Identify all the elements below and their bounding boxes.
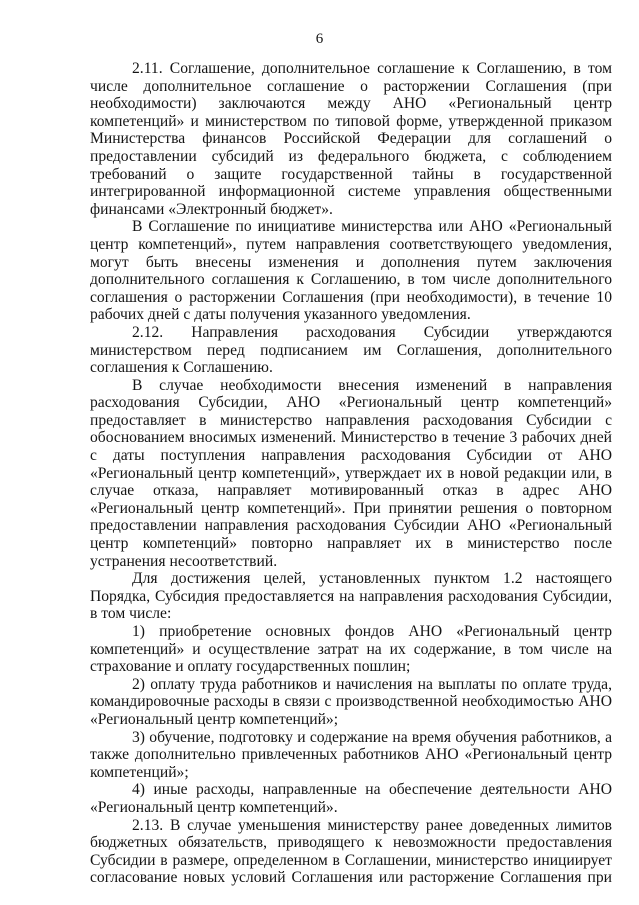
document-body bbox=[90, 60, 612, 887]
list-item-3: 3) обучение, подготовку и содержание на время обучения работников, а также дополнительно привлеченных работников АНО «Региональный центр компетенций»; bbox=[90, 728, 612, 781]
paragraph-2-13: 2.13. В случае уменьшения министерству ранее доведенных лимитов бюджетных обязательств, приводящего к невозможности предоставления Субсидии в размере, определенном в Соглашении, министерство инициирует согласование новых условий Соглашения или расторжение Соглашения при bbox=[90, 816, 612, 887]
paragraph-agreement-changes: В Соглашение по инициативе министерства или АНО «Региональный центр компетенций», путем направления соответствующего уведомления, могут быть внесены изменения и дополнения путем заключения дополнительного соглашения к Соглашению, в том числе дополнительного соглашения о расторжении Соглашения (при необходимости), в течение 10 рабочих дней с даты получения указанного уведомления. bbox=[90, 218, 612, 324]
paragraph-2-12: 2.12. Направления расходования Субсидии утверждаются министерством перед подписанием им Соглашения, дополнительного соглашения к Соглашению. bbox=[90, 323, 612, 377]
list-item-4: 4) иные расходы, направленные на обеспечение деятельности АНО «Региональный центр компетенций». bbox=[90, 781, 612, 816]
list-item-1: 1) приобретение основных фондов АНО «Региональный центр компетенций» и осуществление затрат на их содержание, в том числе на страхование и оплату государственных пошлин; bbox=[90, 623, 612, 676]
paragraph-2-11: 2.11. Соглашение, дополнительное соглашение к Соглашению, в том числе дополнительное соглашение о расторжении Соглашения (при необходимости) заключаются между АНО «Региональный центр компетенций» и министерством по типовой форме, утвержденной приказом Министерства финансов Российской Федерации для соглашений о предоставлении субсидий из федерального бюджета, с соблюдением требований о защите государственной тайны в государственной интегрированной информационной системе управления общественными финансами «Электронный бюджет». bbox=[90, 60, 612, 218]
paragraph-purposes-intro: Для достижения целей, установленных пунктом 1.2 настоящего Порядка, Субсидия предоставляется на направления расходования Субсидии, в том числе: bbox=[90, 570, 612, 623]
list-item-2: 2) оплату труда работников и начисления на выплаты по оплате труда, командировочные расходы в связи с производственной необходимостью АНО «Региональный центр компетенций»; bbox=[90, 675, 612, 728]
paragraph-changes-procedure: В случае необходимости внесения изменений в направления расходования Субсидии, АНО «Региональный центр компетенций» предоставляет в министерство направления расходования Субсидии с обоснованием вносимых изменений. Министерство в течение 3 рабочих дней с даты поступления направления расходования Субсидии от АНО «Региональный центр компетенций», утверждает их в новой редакции или, в случае отказа, направляет мотивированный отказ в адрес АНО «Региональный центр компетенций». При принятии решения о повторном предоставлении направления расходования Субсидии АНО «Региональный центр компетенций» повторно направляет их в министерство после устранения несоответствий. bbox=[90, 376, 612, 570]
page-number: 6 bbox=[315, 31, 324, 47]
